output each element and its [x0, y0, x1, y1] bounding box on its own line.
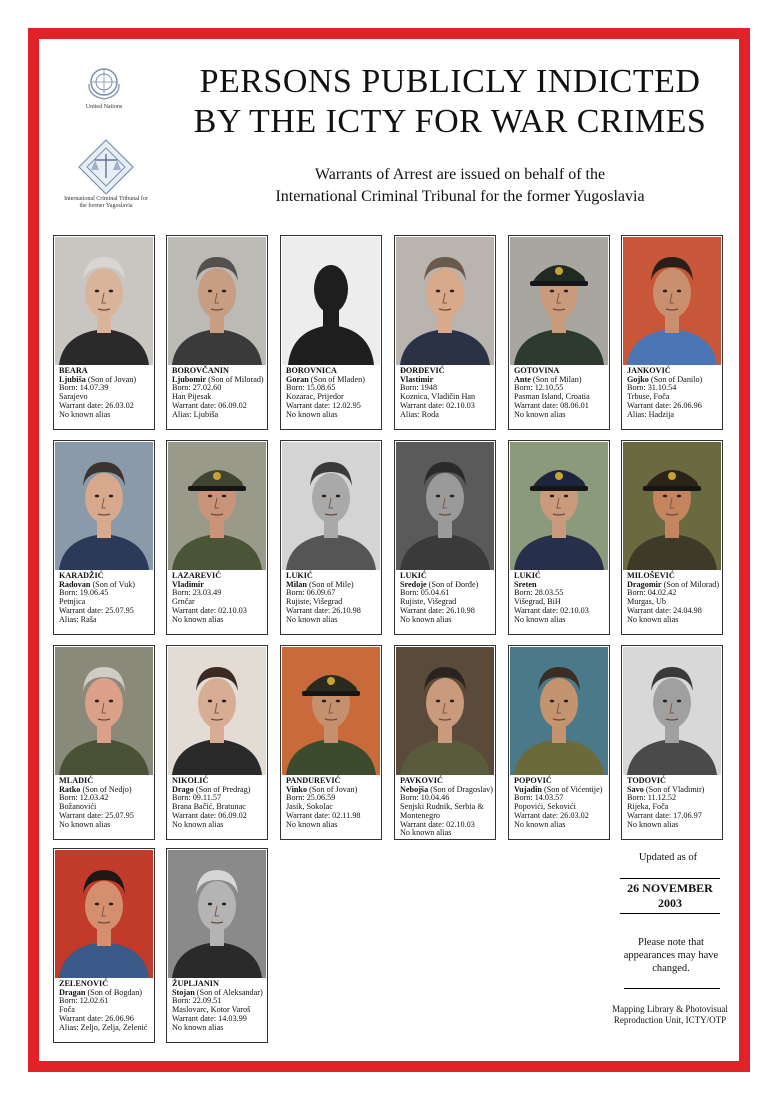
indictee-card [508, 440, 610, 635]
birth-place: Senjski Rudnik, Serbia & Montenegro [400, 803, 484, 820]
birth-place: Rujiste, Višegrad [286, 598, 343, 607]
mugshot-photo [396, 442, 494, 570]
warrant-date: Warrant date: 17.06.97 [627, 811, 702, 820]
birth-date: Born: 27.02.60 [172, 384, 222, 393]
birth-date: Born: 25.06.59 [286, 794, 336, 803]
alias: No known alias [514, 615, 566, 624]
given-name: Ratko [59, 785, 81, 794]
warrant-date: Warrant date: 06.09.02 [172, 811, 247, 820]
mugshot-photo [55, 237, 153, 365]
mugshot-photo [55, 850, 153, 978]
warrant-date: Warrant date: 26.06.96 [59, 1014, 134, 1023]
indictee-info [400, 777, 494, 838]
alias: No known alias [59, 820, 111, 829]
surname: ŽUPLJANIN [172, 979, 219, 988]
parent-name: (Son of Jovan) [309, 785, 358, 794]
birth-date: Born: 14.07.39 [59, 384, 109, 393]
indictee-info [59, 572, 153, 624]
parent-name: (Son of Milorad) [208, 375, 264, 384]
birth-date: Born: 23.03.49 [172, 589, 222, 598]
warrant-date: Warrant date: 02.10.03 [400, 401, 475, 410]
indictee-card [280, 645, 382, 840]
credit-text: Mapping Library & Photovisual Reproduction Unit, ICTY/OTP [612, 1004, 728, 1025]
indictee-card [166, 235, 268, 430]
warrant-date: Warrant date: 02.10.03 [400, 820, 475, 829]
given-name: Dragan [59, 988, 86, 997]
given-name: Ljubomir [172, 375, 207, 384]
page-title [170, 62, 730, 142]
birth-place: Foča [59, 1006, 75, 1015]
parent-name: (Son of Milan) [532, 375, 582, 384]
mugshot-photo [282, 442, 380, 570]
mugshot-photo [396, 237, 494, 365]
parent-name: (Son of Dragoslav) [430, 785, 494, 794]
mugshot-photo [55, 442, 153, 570]
mugshot-photo [510, 442, 608, 570]
page-subtitle [210, 164, 710, 208]
mugshot-photo [168, 850, 266, 978]
birth-place: Grnčar [172, 598, 195, 607]
given-name: Vinko [286, 785, 308, 794]
warrant-date: Warrant date: 26.06.96 [627, 401, 702, 410]
birth-place: Koznica, Vladičin Han [400, 393, 476, 402]
given-name: Milan [286, 580, 307, 589]
alias: Alias: Željo, Želja, Zelenić [59, 1023, 148, 1032]
indictee-card [508, 235, 610, 430]
given-name: Nebojša [400, 785, 429, 794]
birth-place: Maslovarc, Kotor Varoš [172, 1006, 251, 1015]
indictee-info [400, 572, 494, 624]
warrant-date: Warrant date: 06.09.02 [172, 401, 247, 410]
update-date [620, 878, 720, 914]
indictee-info [172, 980, 266, 1032]
birth-date: Born: 11.12.52 [627, 794, 677, 803]
parent-name: (Son of Bogdan) [87, 988, 143, 997]
birth-place: Sarajevo [59, 393, 88, 402]
indictee-info [172, 777, 266, 829]
indictee-info [59, 777, 153, 829]
alias: Alias: Hadzija [627, 410, 675, 419]
birth-place: Trbuse, Foča [627, 393, 670, 402]
warrant-date: Warrant date: 02.11.98 [286, 811, 361, 820]
birth-place: Jasik, Sokolac [286, 803, 333, 812]
indictee-info [59, 980, 153, 1032]
birth-place: Murgas, Ub [627, 598, 666, 607]
warrant-date: Warrant date: 08.06.01 [514, 401, 589, 410]
birth-date: Born: 09.11.57 [172, 794, 222, 803]
given-name: Savo [627, 785, 644, 794]
surname: TODOVIĆ [627, 776, 666, 785]
subtitle-line-2: International Criminal Tribunal for the former Yugoslavia [275, 188, 645, 205]
surname: NIKOLIĆ [172, 776, 209, 785]
surname: BOROVNICA [286, 366, 337, 375]
birth-place: Brana Bačić, Bratunac [172, 803, 246, 812]
update-date-day: 26 NOVEMBER [627, 881, 713, 895]
parent-name: (Son of Jovan) [87, 375, 137, 384]
parent-name: (Son of Mladen) [310, 375, 365, 384]
indictee-card [53, 440, 155, 635]
indictee-info [286, 572, 380, 624]
alias: Alias: Ljubiša [172, 410, 219, 419]
indictee-card [53, 848, 155, 1043]
birth-place: Višegrad, BiH [514, 598, 561, 607]
birth-place: Pasman Island, Croatia [514, 393, 590, 402]
subtitle-line-1: Warrants of Arrest are issued on behalf of the [314, 166, 606, 183]
warrant-date: Warrant date: 14.03.99 [172, 1014, 247, 1023]
indictee-card [166, 848, 268, 1043]
birth-place: Petnjica [59, 598, 86, 607]
birth-date: Born: 22.09.51 [172, 997, 222, 1006]
birth-date: Born: 12.03.42 [59, 794, 109, 803]
given-name: Stojan [172, 988, 195, 997]
indictee-card [394, 645, 496, 840]
indictee-info [172, 367, 266, 419]
mugshot-photo [510, 647, 608, 775]
warrant-date: Warrant date: 02.10.03 [514, 606, 589, 615]
surname: MILOŠEVIĆ [627, 571, 675, 580]
warrant-date: Warrant date: 02.10.03 [172, 606, 247, 615]
given-name: Dragomir [627, 580, 662, 589]
indictee-info [514, 572, 608, 624]
alias: No known alias [286, 820, 338, 829]
surname: GOTOVINA [514, 366, 560, 375]
indictee-info [59, 367, 153, 419]
given-name: Sredoje [400, 580, 427, 589]
mugshot-photo [282, 237, 380, 365]
indictee-card [621, 235, 723, 430]
birth-date: Born: 14.03.57 [514, 794, 564, 803]
indictee-card [166, 645, 268, 840]
given-name: Vlastimir [400, 375, 434, 384]
mugshot-photo [510, 237, 608, 365]
indictee-card [621, 645, 723, 840]
alias: No known alias [286, 410, 338, 419]
given-name: Vladimir [172, 580, 204, 589]
warrant-date: Warrant date: 26.10.98 [400, 606, 475, 615]
parent-name: (Son of Nedjo) [82, 785, 132, 794]
given-name: Goran [286, 375, 309, 384]
icty-label: International Criminal Tribunal for the former Yugoslavia [64, 196, 148, 209]
birth-date: Born: 19.06.45 [59, 589, 109, 598]
indictee-info [627, 777, 721, 829]
mugshot-photo [396, 647, 494, 775]
surname: PAVKOVIĆ [400, 776, 443, 785]
indictee-card [394, 440, 496, 635]
warrant-date: Warrant date: 25.07.95 [59, 811, 134, 820]
un-logo [76, 66, 132, 110]
indictee-card [508, 645, 610, 840]
updated-label: Updated as of [638, 852, 698, 863]
birth-place: Han Pijesak [172, 393, 212, 402]
birth-date: Born: 1948 [400, 384, 438, 393]
birth-date: Born: 06.09.67 [286, 589, 336, 598]
given-name: Radovan [59, 580, 91, 589]
alias: No known alias [400, 829, 452, 838]
mugshot-photo [168, 442, 266, 570]
indictee-card [53, 235, 155, 430]
surname: ĐORĐEVIĆ [400, 366, 445, 375]
given-name: Vujadin [514, 785, 542, 794]
birth-place: Rijeka, Foča [627, 803, 669, 812]
parent-name: (Son of Vladimir) [645, 785, 705, 794]
alias: No known alias [400, 615, 452, 624]
alias: No known alias [627, 820, 679, 829]
un-label: United Nations [85, 104, 123, 110]
indictee-info [627, 367, 721, 419]
surname: LUKIĆ [400, 571, 427, 580]
alias: Alias: Raša [59, 615, 97, 624]
alias: No known alias [172, 615, 224, 624]
indictee-info [286, 777, 380, 829]
alias: No known alias [286, 615, 338, 624]
alias: No known alias [59, 410, 111, 419]
indictee-info [627, 572, 721, 624]
given-name: Ljubiša [59, 375, 86, 384]
alias: Alias: Roda [400, 410, 439, 419]
given-name: Sreten [514, 580, 537, 589]
parent-name: (Son of Vuk) [92, 580, 136, 589]
indictee-card [280, 440, 382, 635]
indictee-info [286, 367, 380, 419]
alias: No known alias [627, 615, 679, 624]
mugshot-photo [623, 237, 721, 365]
indictee-info [514, 777, 608, 829]
divider [624, 988, 720, 989]
mugshot-photo [282, 647, 380, 775]
warrant-date: Warrant date: 24.04.98 [627, 606, 702, 615]
parent-name: (Son of Mile) [308, 580, 354, 589]
birth-date: Born: 05.04.61 [400, 589, 450, 598]
mugshot-photo [55, 647, 153, 775]
mugshot-photo [168, 237, 266, 365]
birth-date: Born: 28.03.55 [514, 589, 564, 598]
mugshot-photo [623, 442, 721, 570]
given-name: Gojko [627, 375, 649, 384]
parent-name: (Son of Milorad) [663, 580, 720, 589]
birth-date: Born: 12.10.55 [514, 384, 564, 393]
parent-name: (Son of Predrag) [195, 785, 251, 794]
appearance-note: Please note that appearances may have changed. [623, 937, 719, 974]
warrant-date: Warrant date: 26.03.02 [59, 401, 134, 410]
mugshot-photo [168, 647, 266, 775]
surname: PANDUREVIĆ [286, 776, 341, 785]
surname: ZELENOVIĆ [59, 979, 109, 988]
icty-emblem-icon [77, 138, 135, 194]
update-date-year: 2003 [658, 896, 682, 910]
birth-place: Popovići, Šekovići [514, 803, 576, 812]
alias: No known alias [514, 410, 566, 419]
birth-place: Kozarac, Prijedor [286, 393, 344, 402]
birth-date: Born: 12.02.61 [59, 997, 109, 1006]
surname: LUKIĆ [514, 571, 541, 580]
birth-place: Božanovići [59, 803, 97, 812]
birth-date: Born: 04.02.42 [627, 589, 677, 598]
surname: POPOVIĆ [514, 776, 552, 785]
mugshot-photo [623, 647, 721, 775]
parent-name: (Son of Aleksandar) [196, 988, 263, 997]
indictee-card [621, 440, 723, 635]
alias: No known alias [172, 820, 224, 829]
un-emblem-icon [84, 66, 124, 102]
indictee-info [172, 572, 266, 624]
alias: No known alias [172, 1023, 224, 1032]
birth-date: Born: 31.10.54 [627, 384, 677, 393]
warrant-date: Warrant date: 12.02.95 [286, 401, 361, 410]
title-line-1: PERSONS PUBLICLY INDICTED [199, 63, 701, 100]
warrant-date: Warrant date: 25.07.95 [59, 606, 134, 615]
birth-date: Born: 10.04.46 [400, 794, 450, 803]
surname: MLADIĆ [59, 776, 94, 785]
indictee-card [280, 235, 382, 430]
warrant-date: Warrant date: 26.10.98 [286, 606, 361, 615]
indictee-info [400, 367, 494, 419]
given-name: Drago [172, 785, 194, 794]
parent-name: (Son of Vićentije) [543, 785, 603, 794]
indictee-card [166, 440, 268, 635]
birth-place: Rujiste, Višegrad [400, 598, 457, 607]
birth-date: Born: 15.08.65 [286, 384, 336, 393]
parent-name: (Son of Đorđe) [428, 580, 479, 589]
surname: JANKOVIĆ [627, 366, 671, 375]
surname: LAZAREVIĆ [172, 571, 222, 580]
alias: No known alias [514, 820, 566, 829]
indictee-card [53, 645, 155, 840]
surname: BOROVČANIN [172, 366, 229, 375]
given-name: Ante [514, 375, 531, 384]
indictee-info [514, 367, 608, 419]
surname: LUKIĆ [286, 571, 313, 580]
surname: KARADŽIĆ [59, 571, 104, 580]
warrant-date: Warrant date: 26.03.02 [514, 811, 589, 820]
surname: BEARA [59, 366, 88, 375]
title-line-2: BY THE ICTY FOR WAR CRIMES [193, 103, 707, 140]
icty-logo [62, 138, 150, 210]
indictee-card [394, 235, 496, 430]
parent-name: (Son of Danilo) [650, 375, 703, 384]
